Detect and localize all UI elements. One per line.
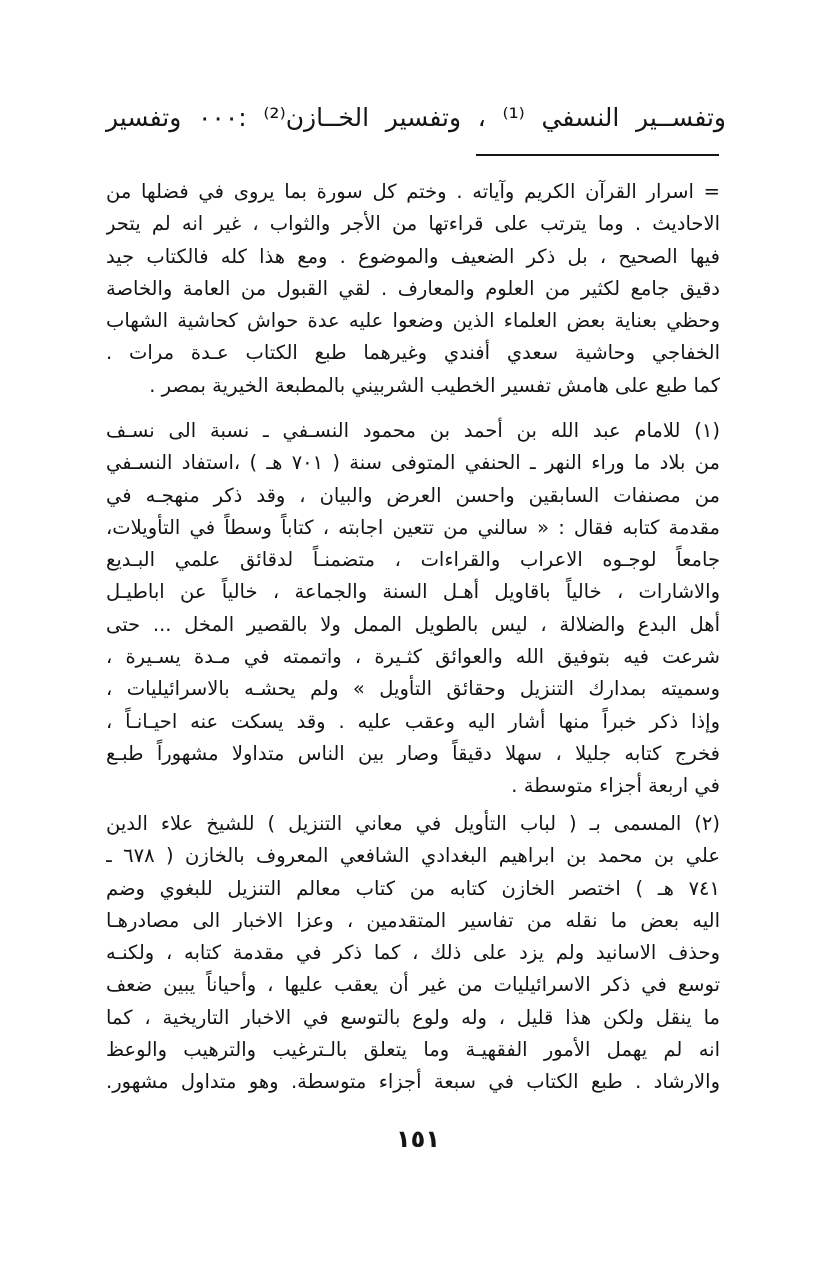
text-line: الاحاديث . وما يترتب على قراءتها من الأجر والثواب ، غير انه لم يتحر	[106, 212, 720, 236]
footnote-line: توسع في ذكر الاسرائيليات من غير أن يعقب عليها ، وأحياناً يبين ضعف	[106, 973, 720, 997]
text-line: فيها الصحيح ، بل ذكر الضعيف والموضوع . ومع هذا كله فالكتاب جيد	[106, 244, 720, 268]
footnote-line: من بلاد ما وراء النهر ـ الحنفي المتوفى سنة ( ٧٠١ هـ ) ،استفاد النسـفي	[106, 451, 720, 475]
text-line: كما طبع على هامش تفسير الخطيب الشربيني بالمطبعة الخيرية بمصر .	[149, 373, 720, 397]
footnote-line: مقدمة كتابه فقال : « سالني من تتعين اجابته ، كتاباً وسطاً في التأويلات،	[106, 515, 720, 539]
header-divider	[476, 154, 719, 156]
footnote-line: جامعاً لوجـوه الاعراب والقراءات ، متضمنـاً لدقائق علمي البـديع	[106, 548, 720, 572]
footnote-2	[106, 808, 720, 1099]
text-line: = اسرار القرآن الكريم وآياته . وختم كل سورة بما يروى في فضلها من	[106, 180, 720, 203]
text-line: الخفاجي وحاشية سعدي أفندي وغيرهما طبع الكتاب عـدة مرات .	[106, 341, 720, 365]
footnote-line: فخرج كتابه جليلا ، سهلا دقيقاً وصار بين الناس متداولا مشهوراً طبـع	[106, 741, 720, 765]
footnote-line: شرعت فيه بتوفيق الله والعوائق كثـيرة ، واتممته في مـدة يسـيرة ،	[106, 645, 720, 669]
footnote-line: والارشاد . طبع الكتاب في سبعة أجزاء متوسطة. وهو متداول مشهور.	[106, 1070, 720, 1094]
footnote-line: من مصنفات السابقين واحسن العرض والبيان ، وقد ذكر منهجـه في	[106, 483, 720, 507]
footnote-line: (٢) المسمى بـ ( لباب التأويل في معاني التنزيل ) للشيخ علاء الدين	[106, 812, 720, 835]
footnote-line: والاشارات ، خالياً باقاويل أهـل السنة والجماعة ، خالياً عن اباطيـل	[106, 580, 720, 604]
text-line: دقيق جامع لكثير من العلوم والمعارف . لقي القبول من العامة والخاصة	[106, 276, 720, 300]
footnote-line: انه لم يهمل الأمور الفقهيـة وما يتعلق بالـترغيب والترهيب والوعظ	[106, 1038, 720, 1062]
footnote-line: اليه بعض ما نقله من تفاسير المتقدمين ، وعزا الاخبار الى مصادرهـا	[106, 908, 720, 932]
main-paragraph	[106, 176, 720, 402]
footnote-line: (١) للامام عبد الله بن أحمد بن محمود النسـفي ـ نسبة الى نسـف	[106, 419, 720, 442]
running-header: وتفســير النسفي ⁽¹⁾ ، وتفسير الخــازن⁽²⁾ :٠٠٠ وتفسير	[106, 103, 727, 132]
footnote-line: أهل البدع والضلالة ، ليس بالطويل الممل ولا بالقصير المخل ... حتى	[106, 612, 720, 636]
footnote-line: في اربعة أجزاء متوسطة .	[511, 774, 720, 798]
footnote-line: وحذف الاسانيد ولم يزد على ذلك ، كما ذكر في مقدمة كتابه ، ولكنـه	[106, 941, 720, 965]
footnote-line: ما ينقل ولكن هذا قليل ، وله ولوع بالتوسع في الاخبار التاريخية ، كما	[106, 1005, 720, 1029]
footnote-line: وإذا ذكر خبراً منها أشار اليه وعقب عليه . وقد يسكت عنه احيـانـاً ،	[106, 709, 720, 733]
footnote-line: ٧٤١ هـ ) اختصر الخازن كتابه من كتاب معالم التنزيل للبغوي وضم	[106, 876, 720, 900]
page-number: ١٥١	[396, 1125, 440, 1153]
footnote-line: وسميته بمدارك التنزيل وحقائق التأويل » ولم يحشـه بالاسرائيليات ،	[106, 677, 720, 701]
footnote-1	[106, 415, 720, 803]
text-line: وحظي بعناية بعض العلماء الذين وضعوا عليه عدة حواش كحاشية الشهاب	[106, 309, 720, 333]
footnote-line: علي بن محمد بن ابراهيم البغدادي الشافعي المعروف بالخازن ( ٦٧٨ ـ	[106, 844, 720, 868]
